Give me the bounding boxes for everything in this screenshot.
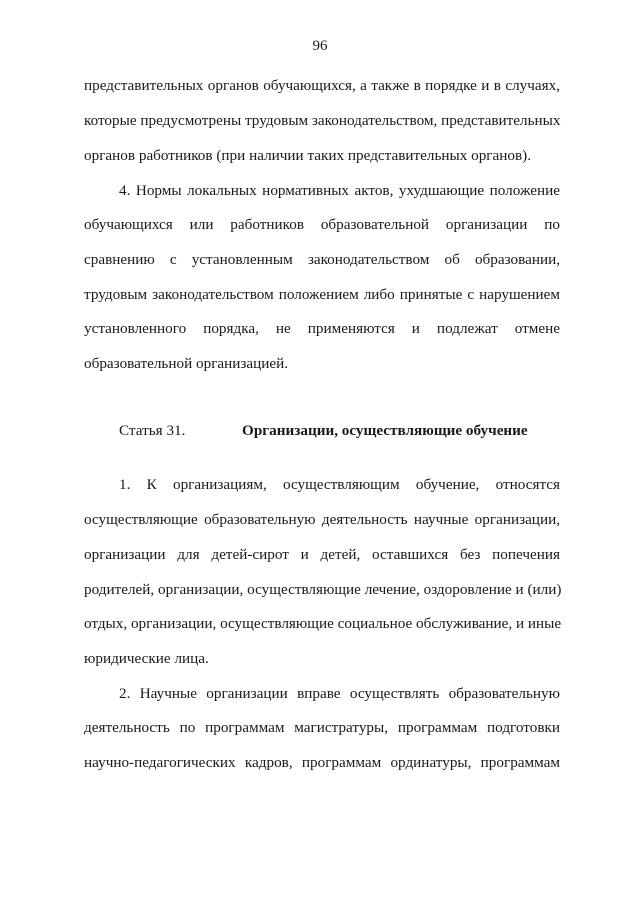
paragraph-line: организации для детей-сирот и детей, оставшихся без попечения — [84, 546, 560, 563]
paragraph-line: юридические лица. — [84, 650, 209, 667]
page-number: 96 — [312, 38, 328, 54]
paragraph-line: представительных органов обучающихся, а также в порядке и в случаях, — [84, 77, 560, 94]
paragraph-line: которые предусмотрены трудовым законодательством, представительных — [84, 112, 561, 129]
paragraph-line: 2. Научные организации вправе осуществлять образовательную — [119, 685, 560, 702]
paragraph-line: научно-педагогических кадров, программам ординатуры, программам — [84, 754, 560, 771]
paragraph-line: образовательной организацией. — [84, 355, 289, 372]
paragraph-line: родителей, организации, осуществляющие лечение, оздоровление и (или) — [84, 581, 562, 598]
paragraph-line: сравнению с установленным законодательством об образовании, — [84, 251, 560, 268]
article-number: Статья 31. — [119, 422, 186, 439]
paragraph-line: 4. Нормы локальных нормативных актов, ухудшающие положение — [119, 182, 560, 199]
paragraph-line: деятельность по программам магистратуры, программам подготовки — [84, 719, 560, 736]
article-title: Организации, осуществляющие обучение — [242, 422, 528, 439]
paragraph-line: 1. К организациям, осуществляющим обучение, относятся — [119, 476, 560, 493]
paragraph-line: отдых, организации, осуществляющие социальное обслуживание, и иные — [84, 615, 562, 632]
paragraph-line: установленного порядка, не применяются и подлежат отмене — [84, 320, 560, 337]
paragraph-line: обучающихся или работников образовательной организации по — [84, 216, 560, 233]
paragraph-line: осуществляющие образовательную деятельность научные организации, — [84, 511, 560, 528]
paragraph-line: трудовым законодательством положением либо принятые с нарушением — [84, 286, 560, 303]
paragraph-line: органов работников (при наличии таких представительных органов). — [84, 147, 532, 164]
